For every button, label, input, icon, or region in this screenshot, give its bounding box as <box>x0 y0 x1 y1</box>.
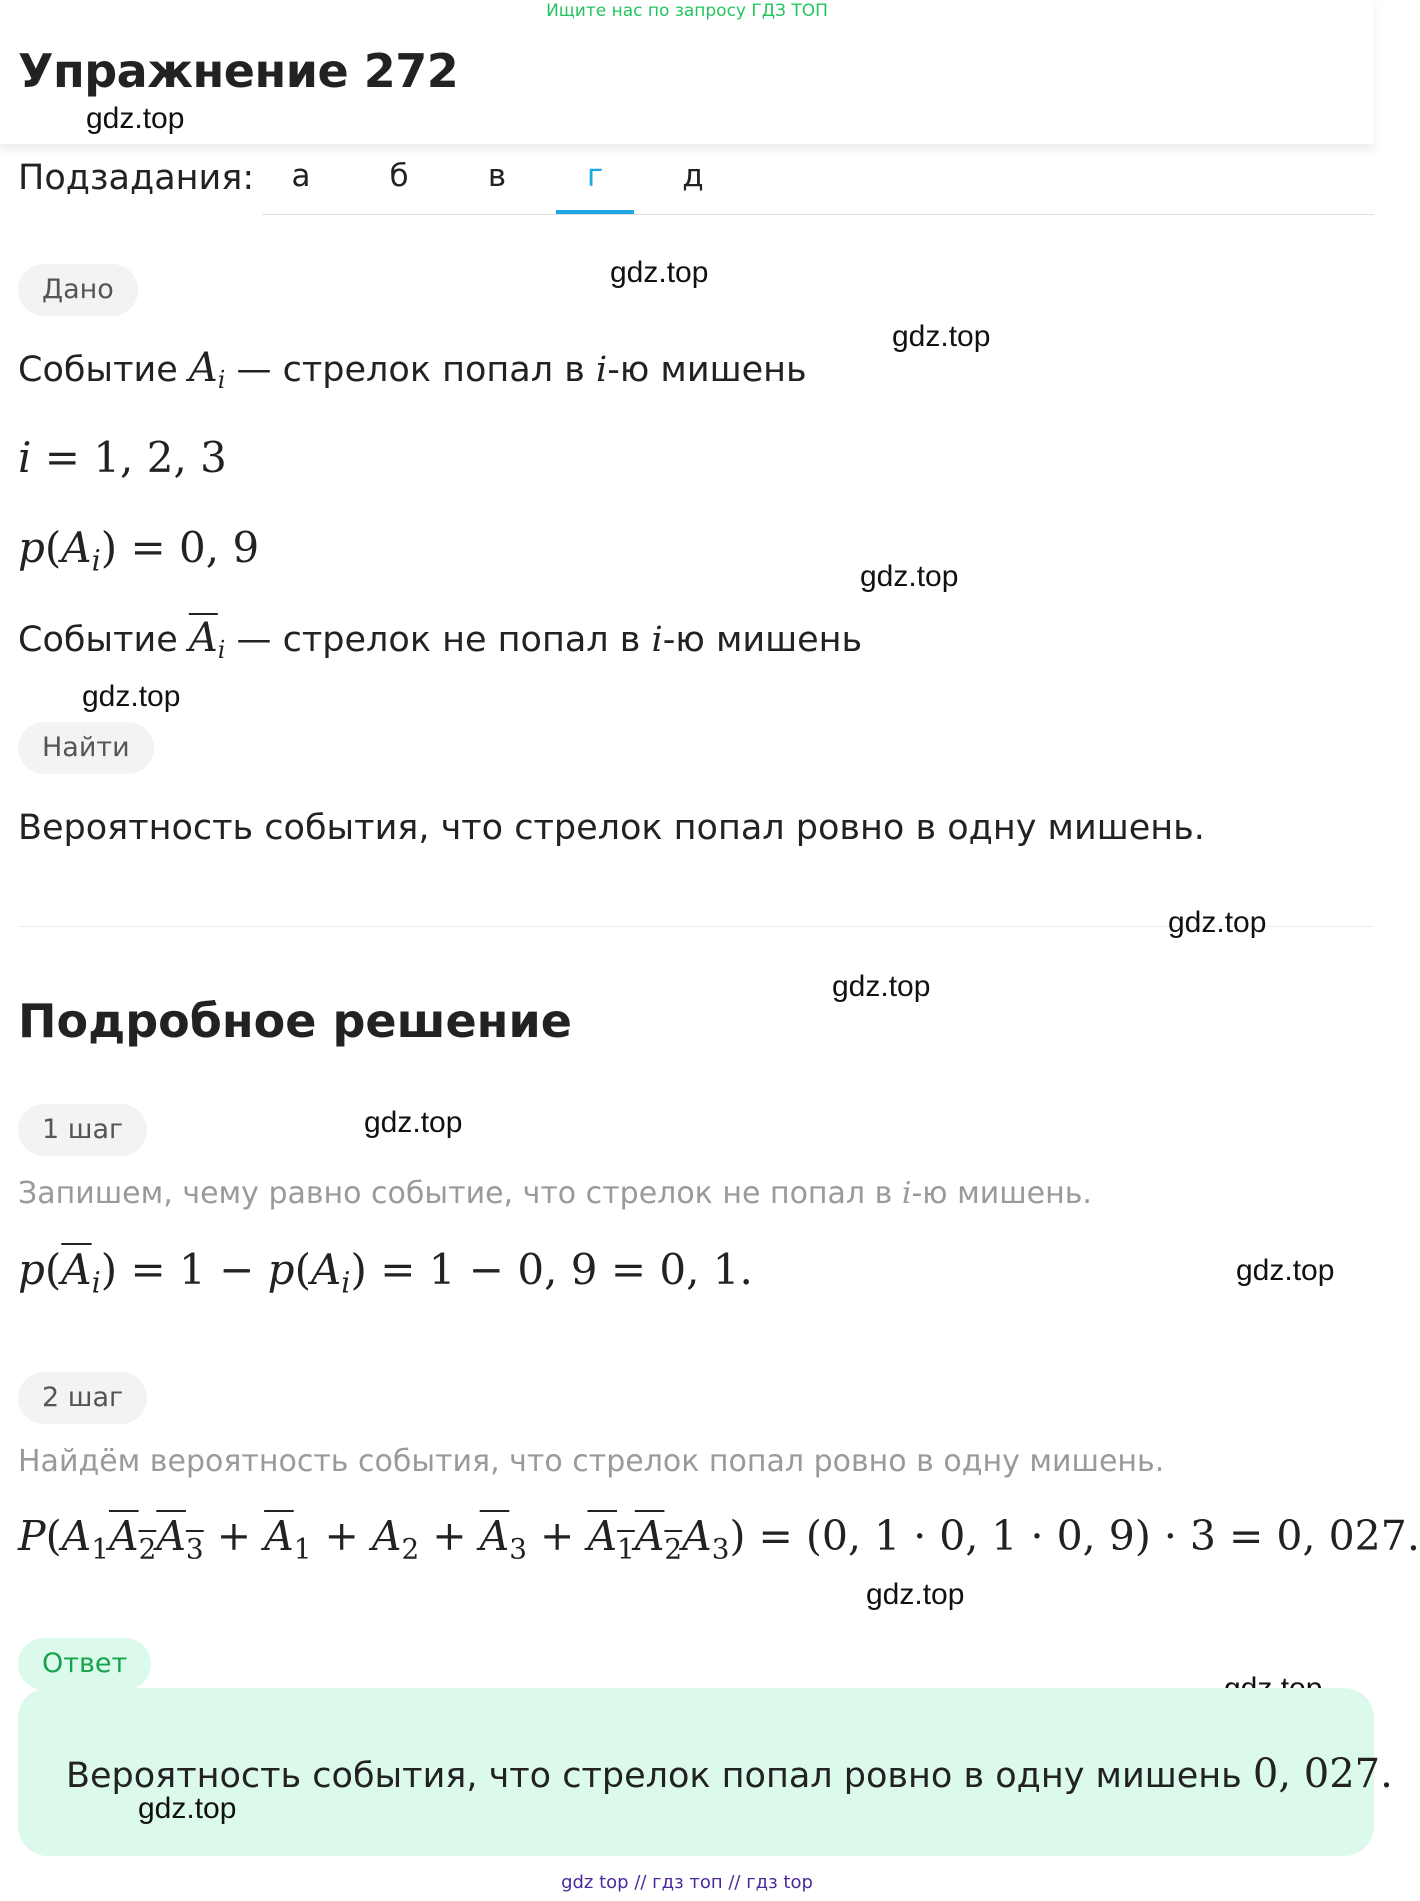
find-badge: Найти <box>18 722 154 774</box>
event-prefix: Событие <box>18 350 178 390</box>
step1-desc-before: Запишем, чему равно событие, что стрелок не попал в <box>18 1176 893 1211</box>
complement-subscript: i <box>217 636 226 665</box>
s1-sub2: i <box>341 1265 351 1300</box>
step2-badge: 2 шаг <box>18 1372 147 1424</box>
complement-var: i <box>651 620 663 660</box>
index-values: = 1, 2, 3 <box>44 433 227 482</box>
prob-symbol: A <box>61 523 92 572</box>
tab-d[interactable]: д <box>682 158 704 194</box>
s1-open: ( <box>44 1245 62 1294</box>
page-title: Упражнение 272 <box>18 44 459 98</box>
step1-desc-after: -ю мишень. <box>911 1176 1092 1211</box>
event-var: i <box>596 350 608 390</box>
watermark: gdz.top <box>860 560 959 593</box>
watermark: gdz.top <box>610 256 709 289</box>
search-banner[interactable]: Ищите нас по запросу ГДЗ ТОП <box>546 1 828 21</box>
footer-links[interactable]: gdz top // гдз топ // гдз top <box>561 1872 813 1893</box>
watermark: gdz.top <box>82 680 181 713</box>
s1-p2: p <box>267 1245 295 1294</box>
prob-subscript: i <box>91 543 101 578</box>
complement-prefix: Событие <box>18 620 178 660</box>
complement-symbol: $\overline{A}$ <box>188 615 218 661</box>
subtasks-label: Подзадания: <box>18 158 255 198</box>
tab-v[interactable]: в <box>487 158 507 194</box>
answer-value: 0, 027. <box>1252 1751 1393 1797</box>
event-text: — стрелок попал в <box>236 350 585 390</box>
watermark: gdz.top <box>364 1106 463 1139</box>
given-badge: Дано <box>18 264 138 316</box>
answer-badge: Ответ <box>18 1638 151 1690</box>
s1-sym2: A <box>310 1245 342 1294</box>
event-suffix: -ю мишень <box>607 350 807 390</box>
prob-open: ( <box>44 523 62 572</box>
step1-badge: 1 шаг <box>18 1104 147 1156</box>
prob-p: p <box>18 523 45 572</box>
event-subscript: i <box>217 366 226 395</box>
step1-desc-var: i <box>901 1176 912 1211</box>
prob-value: ) = 0, 9 <box>100 523 260 572</box>
given-index-line <box>18 432 227 484</box>
watermark: gdz.top <box>892 320 991 353</box>
step2-formula: $P(A_1A_2A_3 + \overline{A}_1 + A_2 + \overline{A}_3 + A_1A_2A_3) = (0$, 1 · 0, 1 · 0, 9) · 3 = 0, 027. <box>18 1512 1420 1566</box>
answer-text <box>66 1752 1393 1798</box>
find-text: Вероятность события, что стрелок попал ровно в одну мишень. <box>18 808 1205 848</box>
index-var: i <box>18 433 32 482</box>
watermark: gdz.top <box>866 1578 965 1611</box>
answer-sentence: Вероятность события, что стрелок попал ровно в одну мишень <box>66 1756 1242 1796</box>
watermark: gdz.top <box>1168 906 1267 939</box>
s1-sym: $\overline{A}$ <box>61 1245 92 1294</box>
s1-sub: i <box>91 1265 101 1300</box>
complement-text: — стрелок не попал в <box>236 620 641 660</box>
step2-description: Найдём вероятность события, что стрелок попал ровно в одну мишень. <box>18 1444 1165 1479</box>
event-symbol: A <box>188 345 218 391</box>
tabs-divider <box>262 214 1374 215</box>
watermark: gdz.top <box>832 970 931 1003</box>
s1-open2: ( <box>294 1245 311 1294</box>
step1-result: = 1 − 0, 9 = 0, 1. <box>380 1245 753 1294</box>
given-probability-line <box>18 522 260 578</box>
tab-g[interactable]: г <box>556 156 634 214</box>
step2-result: = (0, 1 · 0, 1 · 0, 9) · 3 = 0, 027. <box>758 1512 1420 1560</box>
s1-p: p <box>18 1245 45 1294</box>
step1-formula: $p(\overline{A}_i) = 1 - p(A_i) = 1 - 0$, 9 = 0, 1. <box>18 1245 753 1300</box>
given-event-line <box>18 345 807 395</box>
tab-b[interactable]: б <box>389 158 409 194</box>
watermark: gdz.top <box>138 1792 237 1825</box>
tab-a[interactable]: а <box>291 158 311 194</box>
watermark: gdz.top <box>1236 1254 1335 1287</box>
given-complement-line <box>18 615 863 665</box>
complement-suffix: -ю мишень <box>662 620 863 660</box>
watermark: gdz.top <box>86 102 185 135</box>
step1-description <box>18 1176 1092 1211</box>
solution-title: Подробное решение <box>18 994 572 1048</box>
